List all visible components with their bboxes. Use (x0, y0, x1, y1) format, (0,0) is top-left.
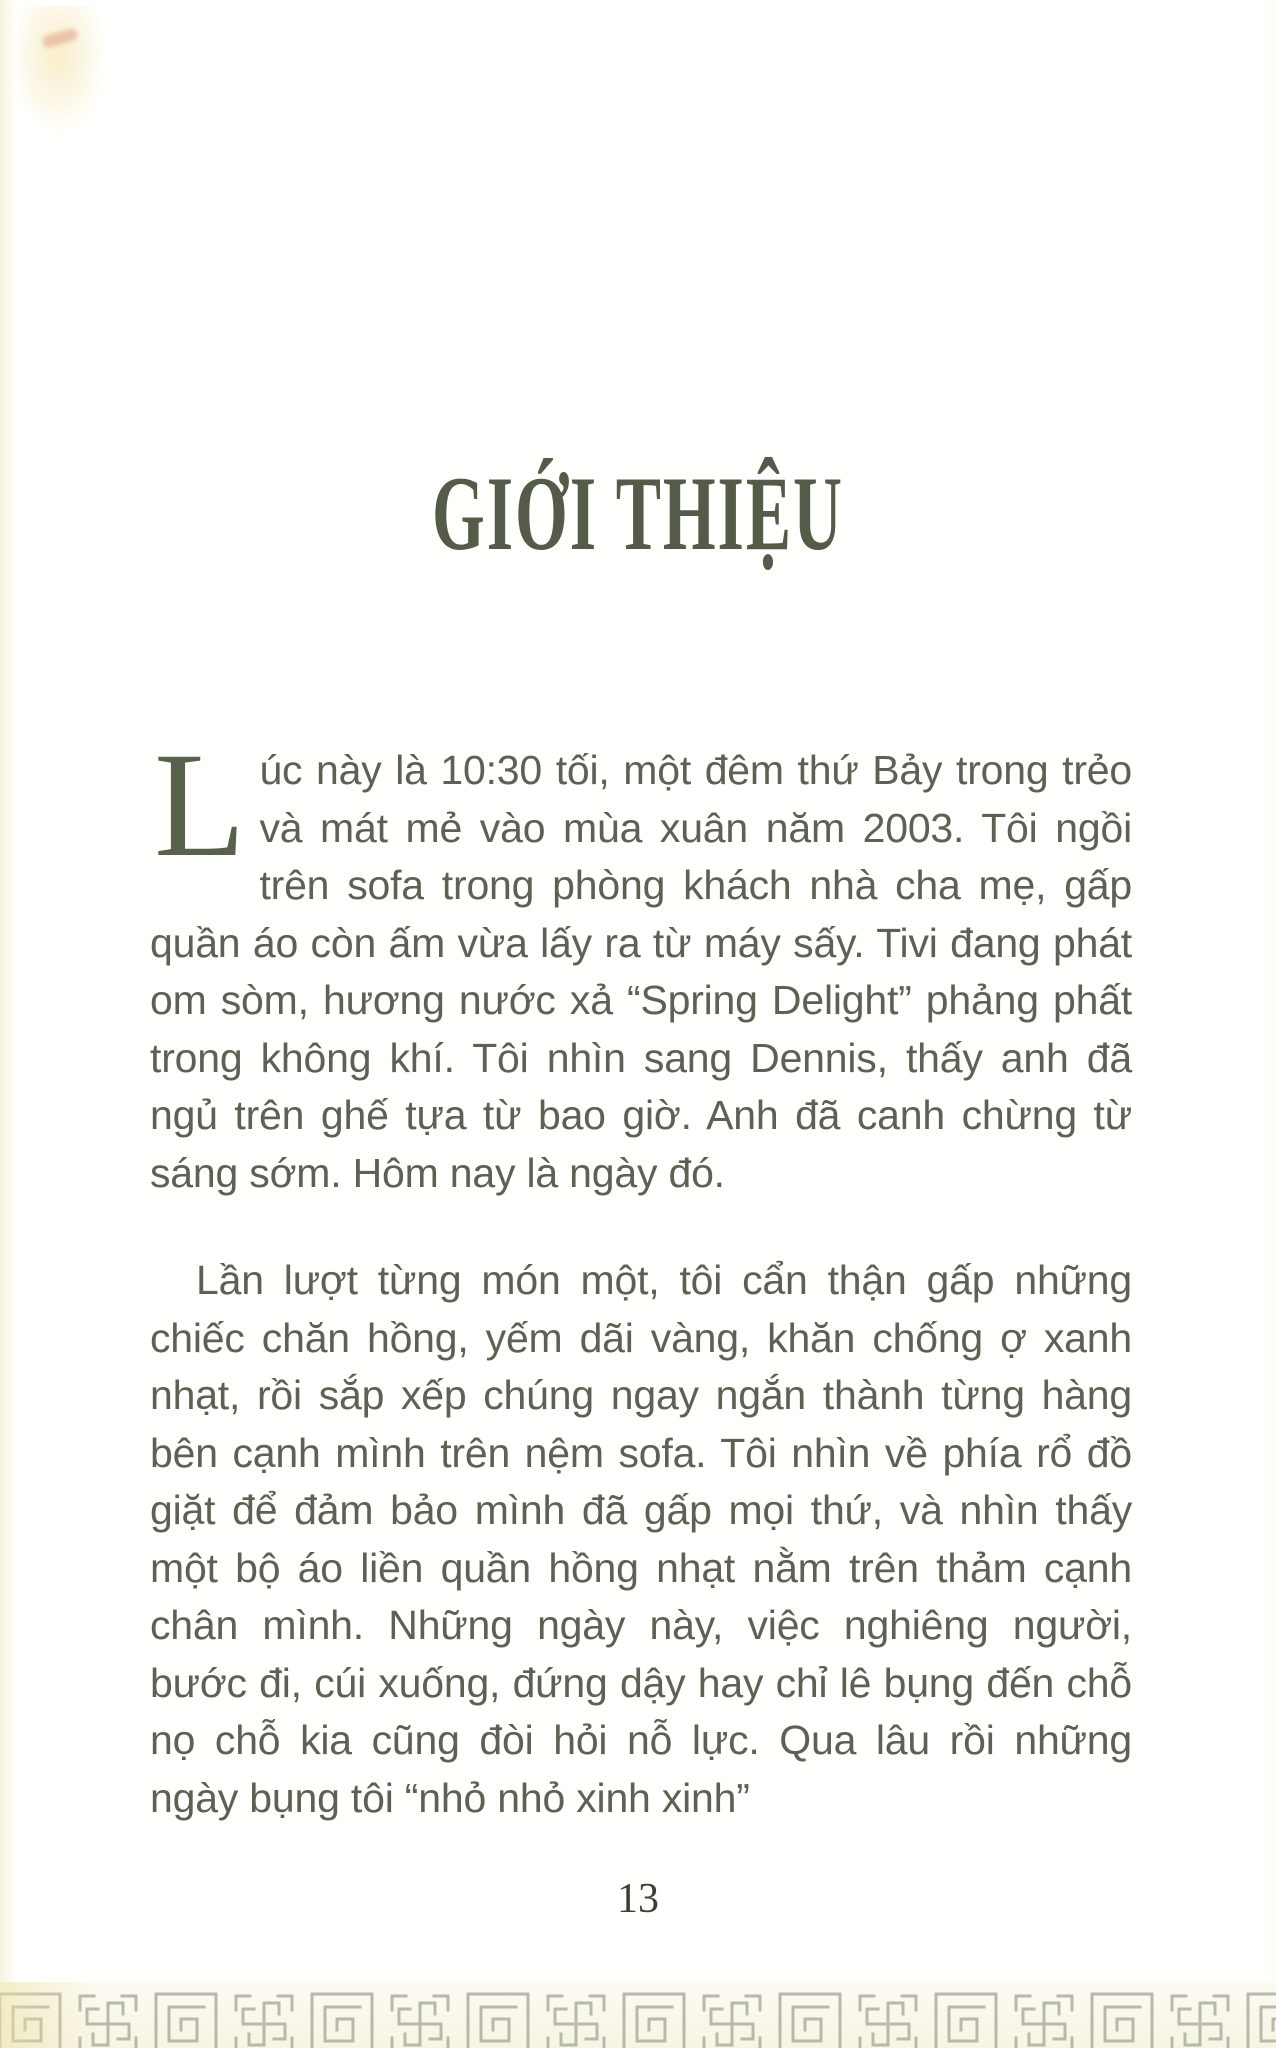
body-text-block (150, 722, 1132, 1827)
meander-border (0, 1982, 1276, 2048)
paragraph (150, 722, 1132, 1202)
scan-smudge (18, 6, 108, 136)
paragraph-text: úc này là 10:30 tối, một đêm thứ Bảy trong trẻo và mát mẻ vào mùa xuân năm 2003. Tôi ngồi trên sofa trong phòng khách nhà cha mẹ, gấp quần áo còn ấm vừa lấy ra từ máy sấy. Tivi đang phát om sòm, hương nước xả “Spring Delight” phảng phất trong không khí. Tôi nhìn sang Dennis, thấy anh đã ngủ trên ghế tựa từ bao giờ. Anh đã canh chừng từ sáng sớm. Hôm nay là ngày đó. (150, 747, 1132, 1196)
drop-cap: L (154, 722, 246, 888)
paragraph (150, 1252, 1132, 1827)
meander-border-pattern (0, 1982, 1276, 2048)
paragraph-text: Lần lượt từng món một, tôi cẩn thận gấp những chiếc chăn hồng, yếm dãi vàng, khăn chống ợ xanh nhạt, rồi sắp xếp chúng ngay ngắn thành từng hàng bên cạnh mình trên nệm sofa. Tôi nhìn về phía rổ đồ giặt để đảm bảo mình đã gấp mọi thứ, và nhìn thấy một bộ áo liền quần hồng nhạt nằm trên thảm cạnh chân mình. Những ngày này, việc nghiêng người, bước đi, cúi xuống, đứng dậy hay chỉ lê bụng đến chỗ nọ chỗ kia cũng đòi hỏi nỗ lực. Qua lâu rồi những ngày bụng tôi “nhỏ nhỏ xinh xinh” (150, 1257, 1132, 1821)
page-number: 13 (617, 1876, 659, 1922)
chapter-title: GIỚI THIỆU (432, 455, 844, 572)
